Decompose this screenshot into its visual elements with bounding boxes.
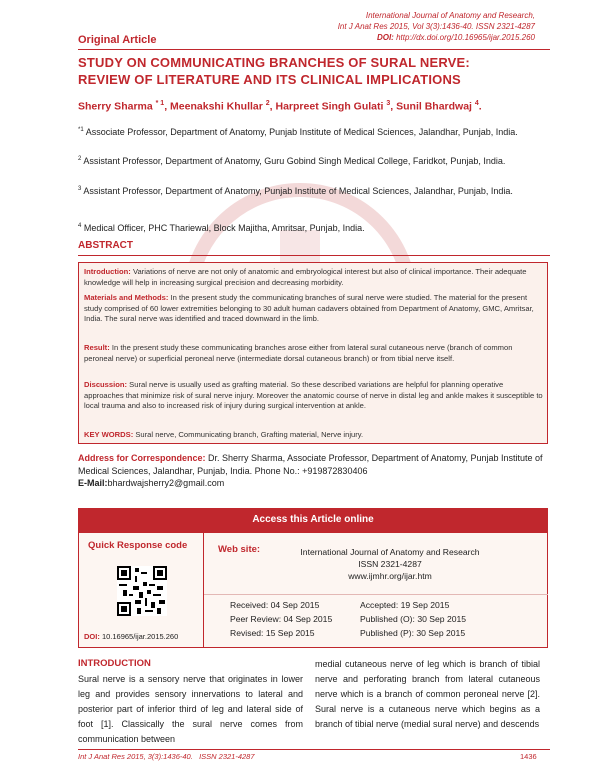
abstract-discussion: Discussion: Sural nerve is usually used as grafting material. So these described variations are helpful for planning operative approaches that minimize risk of sural nerve injury. Moreover the anatomic course of nerve in distal leg and ankle makes it susceptible to local trauma and also to increased risk of injury during surgical intervention at ankle. (84, 380, 543, 410)
affiliation-1: $^{*1}$ Associate Professor, Department of Anatomy, Punjab Institute of Medical Sciences, Jalandhar, Punjab, India. (78, 127, 518, 137)
website-url[interactable]: www.ijmhr.org/ijar.htm (348, 571, 432, 581)
abstract-keywords: KEY WORDS: Sural nerve, Communicating branch, Grafting material, Nerve injury. (84, 430, 364, 439)
author-4-sup: 4 (474, 100, 479, 107)
qr-title: Quick Response code (88, 540, 188, 551)
journal-header (338, 10, 535, 43)
date-published-print: Published (P): 30 Sep 2015 (360, 628, 466, 638)
author-1: Sherry Sharma (78, 100, 153, 113)
correspondence-text: Dr. Sherry Sharma, Associate Professor, Department of Anatomy, Punjab Institute of Medical Sciences, Jalandhar, Punjab, India. Phone No.: +919872830406 (78, 453, 543, 476)
website-issn: ISSN 2321-4287 (358, 559, 422, 569)
header-rule (78, 49, 550, 50)
access-doi: DOI: 10.16965/ijar.2015.260 (84, 632, 179, 641)
affiliation-3: $^3$ Assistant Professor, Department of Anatomy, Punjab Institute of Medical Sciences, Jalandhar, Punjab, India. (78, 186, 513, 196)
page-number: 1436 (520, 752, 537, 761)
date-published-online: Published (O): 30 Sep 2015 (360, 614, 467, 624)
access-online-bar: Access this Article online (78, 508, 548, 532)
abstract-box (78, 262, 548, 444)
correspondence (78, 452, 548, 490)
email-address[interactable]: bhardwajsherry2@gmail.com (107, 478, 225, 488)
affiliation-2: $^2$ Assistant Professor, Department of Anatomy, Guru Gobind Singh Medical College, Faridkot, Punjab, India. (78, 156, 506, 166)
intro-column-1: Sural nerve is a sensory nerve that originates in lower leg and provides sensory innervations to lateral and posterior part of inferior third of leg and lateral side of foot [1]. Classically the sural nerve comes from communication between (78, 674, 303, 744)
author-3: Harpreet Singh Gulati (275, 100, 384, 113)
title-line-1: STUDY ON COMMUNICATING BRANCHES OF SURAL NERVE: (78, 55, 470, 70)
abstract-methods: Materials and Methods: In the present study the communicating branches of sural nerve were studied. The material for the present study comprised of 60 lower extremities belonging to 30 adult human cadavers obtained from Department of Anatomy, GMC, Amritsar, India. The sural nerve was identified and traced downward in the limb. (84, 293, 534, 323)
journal-name: International Journal of Anatomy and Research, (365, 11, 535, 20)
abstract-result: Result: In the present study these communicating branches arose either from lateral sural cutaneous nerve (branch of common peroneal nerve) or superficial peroneal nerve (intermediate dorsal cutaneous branch) or from tibial nerve itself. (84, 343, 513, 363)
date-revised: Revised: 15 Sep 2015 (230, 628, 315, 638)
author-4: Sunil Bhardwaj (396, 100, 472, 113)
journal-citation: Int J Anat Res 2015, Vol 3(3):1436-40. ISSN 2321-4287 (337, 22, 535, 31)
title-line-2: REVIEW OF LITERATURE AND ITS CLINICAL IMPLICATIONS (78, 72, 461, 87)
abstract-heading: ABSTRACT (78, 240, 133, 251)
qr-code-icon[interactable] (117, 566, 167, 616)
introduction-heading: INTRODUCTION (78, 658, 151, 669)
article-type: Original Article (78, 34, 157, 46)
author-2: Meenakshi Khullar (170, 100, 263, 113)
doi-link[interactable]: http://dx.doi.org/10.16965/ijar.2015.260 (396, 33, 535, 42)
affiliation-4: $^4$ Medical Officer, PHC Thariewal, Block Majitha, Amritsar, Punjab, India. (78, 223, 365, 233)
website-name: International Journal of Anatomy and Research (300, 547, 480, 557)
date-received: Received: 04 Sep 2015 (230, 600, 320, 610)
author-3-sup: 3 (386, 100, 391, 107)
article-title (78, 54, 548, 88)
abstract-rule (78, 255, 550, 256)
author-1-sup: * 1 (155, 100, 165, 107)
author-list: Sherry Sharma $^{* 1}$, Meenakshi Khullar $^2$, Harpreet Singh Gulati $^3$, Sunil Bhardwaj $^4$. (78, 100, 482, 113)
date-accepted: Accepted: 19 Sep 2015 (360, 600, 450, 610)
date-peer-review: Peer Review: 04 Sep 2015 (230, 614, 333, 624)
abstract-introduction: Introduction: Variations of nerve are not only of anatomic and embryological interest but also of clinical importance. Their adequate knowledge will help in increasing surgical precision and decreasing morbidity. (84, 267, 527, 287)
website-label: Web site: (218, 544, 261, 555)
doi-label: DOI: (376, 33, 394, 42)
intro-column-2: medial cutaneous nerve of leg which is branch of tibial nerve and perforating branch from lateral cutaneous nerve which is a branch of common peroneal nerve [2]. Sural nerve is a cutaneous nerve which begins as a branch of tibial nerve (medial sural nerve) and descends (315, 659, 540, 729)
email-label: E-Mail: (78, 478, 108, 488)
footer-citation: Int J Anat Res 2015, 3(3):1436-40. ISSN 2321-4287 (78, 752, 255, 761)
author-2-sup: 2 (265, 100, 270, 107)
correspondence-label: Address for Correspondence: (78, 453, 206, 463)
footer-rule (78, 749, 550, 750)
dates-rule (204, 594, 548, 595)
website-info (270, 546, 510, 582)
